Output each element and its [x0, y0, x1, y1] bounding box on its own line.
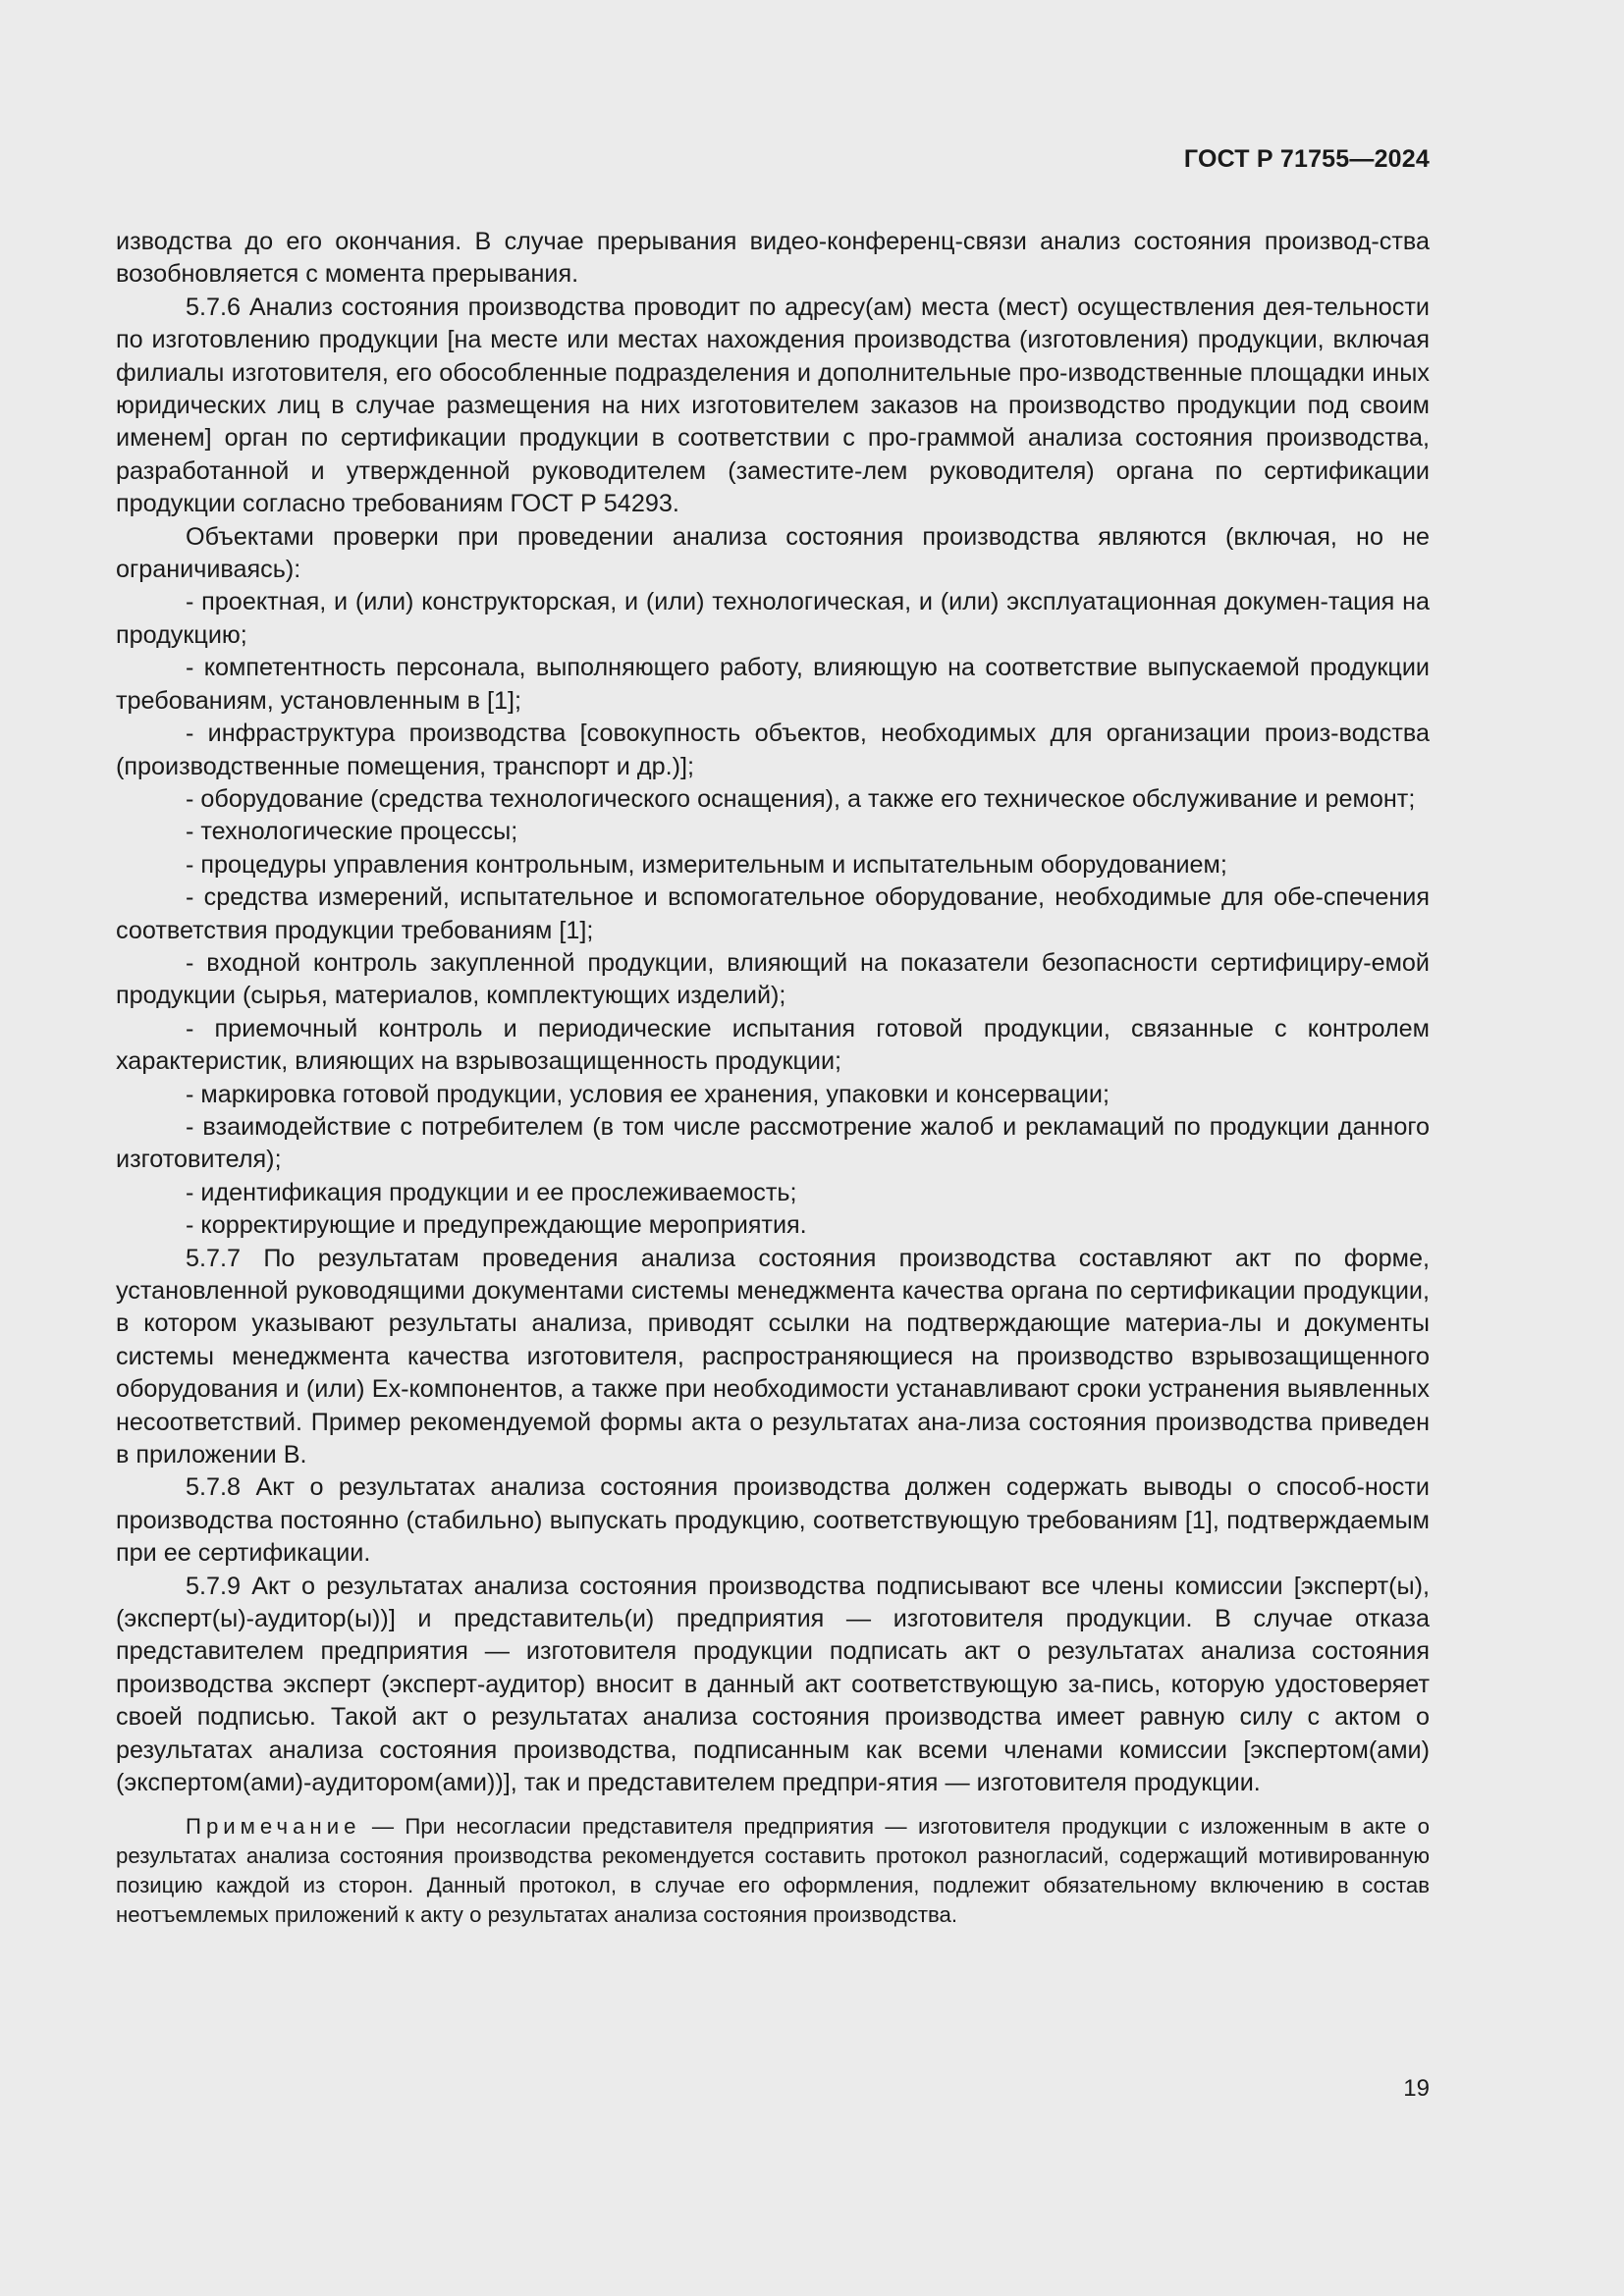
list-item: - корректирующие и предупреждающие мероприятия. — [186, 1211, 807, 1240]
clause-5-7-6: 5.7.6 Анализ состояния производства проводит по адресу(ам) места (мест) осуществления дея-тельности по изготовлению продукции [на месте или местах нахождения производства (изготовления) продукции, включая филиалы изготовителя, его обособленные подразделения и дополнительные про-изводственные площадки иных юридических лиц в случае размещения на них изготовителем заказов на производство продукции под своим именем] орган по сертификации продукции в соответствии с про-граммой анализа состояния производства, разработанной и утвержденной руководителем (заместите-лем руководителя) органа по сертификации продукции согласно требованиям ГОСТ Р 54293. — [116, 293, 1430, 518]
list-item: - проектная, и (или) конструкторская, и (или) технологическая, и (или) эксплуатационная докумен-тация на продукцию; — [116, 588, 1430, 649]
note — [116, 1812, 1430, 1930]
paragraph: изводства до его окончания. В случае прерывания видео-конференц-связи анализ состояния производ-ства возобновляется с момента прерывания. — [116, 228, 1430, 289]
note-label: Примечание — [186, 1813, 361, 1839]
list-item: - процедуры управления контрольным, измерительным и испытательным оборудованием; — [186, 850, 1227, 879]
list-item: - компетентность персонала, выполняющего работу, влияющую на соответствие выпускаемой продукции требованиям, установленным в [1]; — [116, 654, 1430, 715]
document-body — [116, 226, 1430, 1930]
list-item: - маркировка готовой продукции, условия ее хранения, упаковки и консервации; — [186, 1080, 1110, 1108]
clause-5-7-8: 5.7.8 Акт о результатах анализа состояния производства должен содержать выводы о способ-ности производства постоянно (стабильно) выпускать продукцию, соответствующую требованиям [1], подтверждаемым при ее сертификации. — [116, 1473, 1430, 1568]
clause-5-7-7: 5.7.7 По результатам проведения анализа состояния производства составляют акт по форме, установленной руководящими документами системы менеджмента качества органа по сертификации продукции, в котором указывают результаты анализа, приводят ссылки на подтверждающие материа-лы и документы системы менеджмента качества изготовителя, распространяющиеся на производство взрывозащищенного оборудования и (или) Ех-компонентов, а также при необходимости устанавливают сроки устранения выявленных несоответствий. Пример рекомендуемой формы акта о результатах ана-лиза состояния производства приведен в приложении В. — [116, 1244, 1430, 1469]
list-item: - входной контроль закупленной продукции, влияющий на показатели безопасности сертифициру-емой продукции (сырья, материалов, комплектующих изделий); — [116, 948, 1430, 1010]
list-item: - приемочный контроль и периодические испытания готовой продукции, связанные с контролем характеристик, влияющих на взрывозащищенность продукции; — [116, 1014, 1430, 1076]
clause-5-7-9: 5.7.9 Акт о результатах анализа состояния производства подписывают все члены комиссии [эксперт(ы), (эксперт(ы)-аудитор(ы))] и представитель(и) предприятия — изготовителя продукции. В случае отказа представителем предприятия — изготовителя продукции подписать акт о результатах анализа состояния производства эксперт (эксперт-аудитор) вносит в данный акт соответствующую за-пись, которую удостоверяет своей подписью. Такой акт о результатах анализа состояния производства имеет равную силу с актом о результатах анализа состояния производства, подписанным как всеми членами комиссии [экспертом(ами) (экспертом(ами)-аудитором(ами))], так и представителем предпри-ятия — изготовителя продукции. — [116, 1572, 1430, 1797]
paragraph: Объектами проверки при проведении анализа состояния производства являются (включая, но не ограничиваясь): — [116, 522, 1430, 584]
list-item: - оборудование (средства технологического оснащения), а также его техническое обслуживание и ремонт; — [186, 784, 1416, 813]
list-item: - идентификация продукции и ее прослеживаемость; — [186, 1178, 797, 1206]
standard-header: ГОСТ Р 71755—2024 — [1183, 145, 1430, 173]
page-number: 19 — [1403, 2075, 1430, 2102]
list-item: - средства измерений, испытательное и вспомогательное оборудование, необходимые для обе-спечения соответствия продукции требованиям [1]; — [116, 883, 1430, 944]
note-text: — При несогласии представителя предприятия — изготовителя продукции с изложенным в акте о результатах анализа состояния производства рекомендуется составить протокол разногласий, содержащий мотивированную позицию каждой из сторон. Данный протокол, в случае его оформления, подлежит обязательному включению в состав неотъемлемых приложений к акту о результатах анализа состояния производства. — [116, 1813, 1430, 1927]
list-item: - технологические процессы; — [186, 818, 518, 846]
list-item: - инфраструктура производства [совокупность объектов, необходимых для организации произ-водства (производственные помещения, транспорт и др.)]; — [116, 720, 1430, 780]
list-item: - взаимодействие с потребителем (в том числе рассмотрение жалоб и рекламаций по продукции данного изготовителя); — [116, 1112, 1430, 1174]
